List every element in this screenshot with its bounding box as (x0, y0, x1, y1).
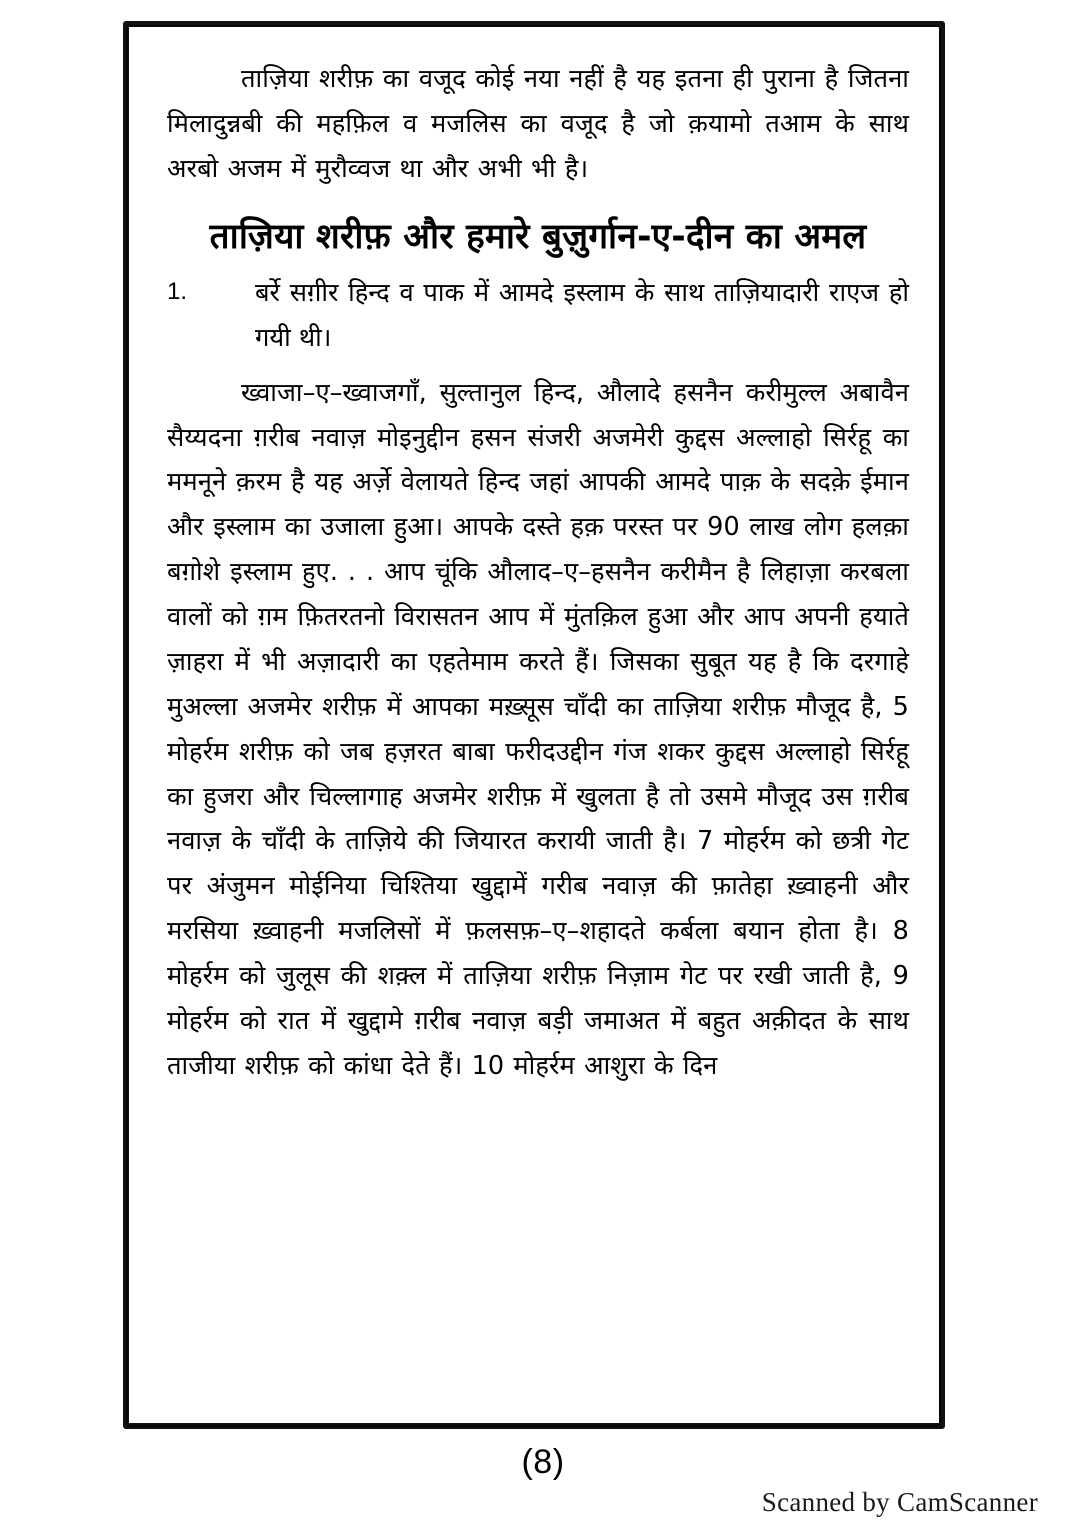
intro-paragraph: ताज़िया शरीफ़ का वजूद कोई नया नहीं है यह इतना ही पुराना है जितना मिलादुन्नबी की महफ़िल व मजलिस का वजूद है जो क़यामो तआम के साथ अरबो अजम में मुरौव्वज था और अभी भी है। (167, 64, 909, 184)
camscanner-watermark: Scanned by CamScanner (761, 1487, 1038, 1517)
page-text-body (167, 57, 909, 1095)
list-item-marker: 1. (167, 277, 188, 305)
page-border-frame (123, 21, 945, 1429)
numbered-list (167, 271, 909, 361)
list-item (167, 271, 909, 361)
page-number: (8) (521, 1443, 565, 1481)
section-heading: ताज़िया शरीफ़ और हमारे बुज़ुर्गान-ए-दीन का अमल (209, 216, 867, 257)
list-item-text: बर्रे सग़ीर हिन्द व पाक में आमदे इस्लाम के साथ ताज़ियादारी राएज हो गयी थी। (255, 277, 909, 353)
main-paragraph: ख्वाजा–ए–ख्वाजगाँ, सुल्तानुल हिन्द, औलादे हसनैन करीमुल्ल अबावैन सैय्यदना ग़रीब नवाज़ मोइनुद्दीन हसन संजरी अजमेरी कुद्दस अल्लाहो सिर्रहू का ममनूने क़रम है यह अर्ज़े वेलायते हिन्द जहां आपकी आमदे पाक़ के सदक़े ईमान और इस्लाम का उजाला हुआ। आपके दस्ते हक़ परस्त पर 90 लाख लोग हलक़ा बग़ोशे इस्लाम हुए. . . आप चूंकि औलाद–ए–हसनैन करीमैन है लिहाज़ा करबला वालों को ग़म फ़ितरतनो विरासतन आप में मुंतक़िल हुआ और आप अपनी हयाते ज़ाहरा में भी अज़ादारी का एहतेमाम करते हैं। जिसका सुबूत यह है कि दरगाहे मुअल्ला अजमेर शरीफ़ में आपका मख़्सूस चाँदी का ताज़िया शरीफ़ मौजूद है, 5 मोहर्रम शरीफ़ को जब हज़रत बाबा फरीदउद्दीन गंज शकर कुद्दस अल्लाहो सिर्रहू का हुजरा और चिल्लागाह अजमेर शरीफ़ में खुलता है तो उसमे मौजूद उस ग़रीब नवाज़ के चाँदी के ताज़िये की जियारत करायी जाती है। 7 मोहर्रम को छत्री गेट पर अंजुमन मोईनिया चिश्तिया खुद्दामें गरीब नवाज़ की फ़ातेहा ख़्वाहनी और मरसिया ख़्वाहनी मजलिसों में फ़लसफ़–ए–शहादते कर्बला बयान होता है। 8 मोहर्रम को जुलूस की शक़्ल में ताज़िया शरीफ़ निज़ाम गेट पर रखी जाती है, 9 मोहर्रम को रात में खुद्दामे ग़रीब नवाज़ बड़ी जमाअत में बहुत अक़ीदत के साथ ताजीया शरीफ़ को कांधा देते हैं। 10 मोहर्रम आशुरा के दिन (167, 377, 909, 1081)
